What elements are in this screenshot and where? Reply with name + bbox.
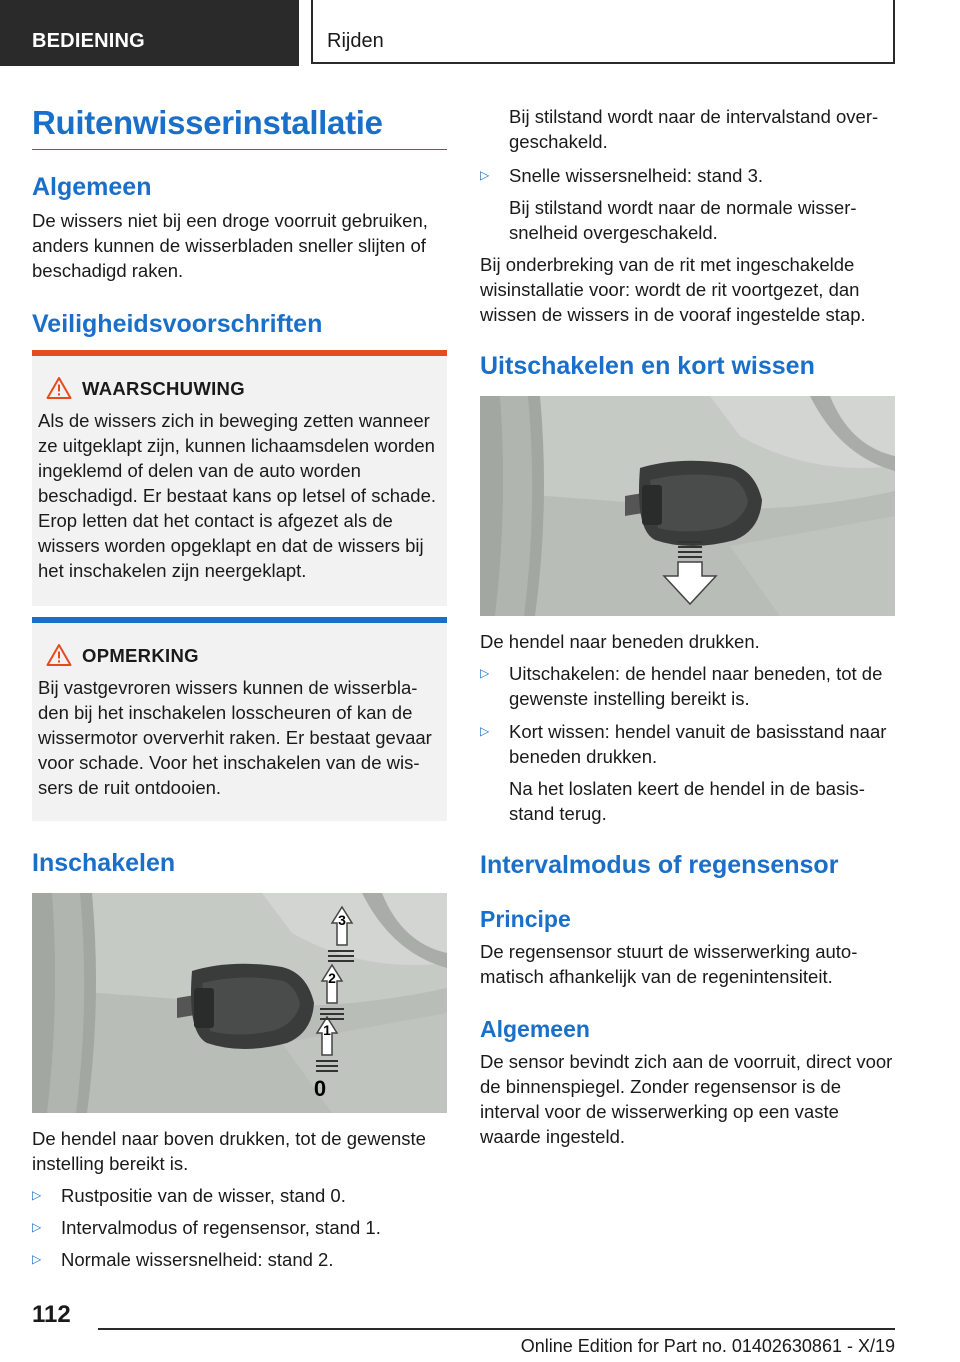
triangle-bullet-icon: ▷	[32, 1220, 42, 1234]
heading-uitschakelen: Uitschakelen en kort wissen	[480, 352, 815, 380]
triangle-bullet-icon: ▷	[32, 1252, 42, 1266]
triangle-bullet-icon: ▷	[32, 1188, 42, 1202]
footer-edition: Online Edition for Part no. 01402630861 - X/19	[520, 1336, 895, 1356]
kort-sub-text: Na het loslaten keert de hendel in de basisstand terug.	[509, 778, 865, 824]
algemeen-2-text: De sensor bevindt zich aan de voorruit, direct voor de binnenspiegel. Zonder regensensor is de interval voor de wisserwerking op een vaste waarde ingesteld.	[480, 1051, 893, 1147]
warning-triangle-icon	[46, 643, 72, 667]
section-tab: BEDIENING	[0, 0, 299, 66]
heading-principe: Principe	[480, 906, 571, 932]
stand-label-1: 1	[323, 1022, 331, 1038]
heading-veiligheid: Veiligheidsvoorschriften	[32, 310, 323, 338]
triangle-bullet-icon: ▷	[480, 724, 490, 738]
page-header	[0, 0, 960, 66]
heading-algemeen: Algemeen	[32, 173, 152, 201]
algemeen-text: De wissers niet bij een droge voorruit gebruiken, anders kunnen de wisserbladen sneller slijten of beschadigd raken.	[32, 210, 428, 281]
stand2-sub-text: Bij stilstand wordt naar de intervalstand overgeschakeld.	[509, 106, 879, 152]
stand-label-2: 2	[328, 970, 336, 986]
chapter-tab: Rijden	[311, 0, 895, 64]
wiper-lever-up-illustration	[32, 893, 447, 1113]
triangle-bullet-icon: ▷	[480, 168, 490, 182]
warning-title: WAARSCHUWING	[82, 378, 245, 399]
onderbreking-text: Bij onderbreking van de rit met ingeschakelde wisinstallatie voor: wordt de rit voortgezet, dan wissen de wissers in de vooraf ingestelde stap.	[480, 254, 866, 325]
inschakelen-text: De hendel naar boven drukken, tot de gewenste instelling bereikt is.	[32, 1128, 426, 1174]
page-number: 112	[32, 1301, 71, 1328]
principe-text: De regensensor stuurt de wisserwerking automatisch afhankelijk van de regenintensiteit.	[480, 941, 858, 987]
stand-label-3: 3	[338, 912, 346, 928]
note-text: Bij vastgevroren wissers kunnen de wisserbladen bij het inschakelen losscheuren of kan de wissermotor oververhit raken. Er bestaat gevaar voor schade. Voor het inschakelen van de wissers de ruit ontdooien.	[38, 677, 432, 798]
warning-triangle-icon	[46, 376, 72, 400]
warning-text: Als de wissers zich in beweging zetten wanneer ze uitgeklapt zijn, kunnen lichaamsdelen worden ingeklemd of delen van de auto worden beschadigd. Er bestaat kans op letsel of schade. Erop letten dat het contact is afgezet als de wissers worden opgeklapt en dat de wissers bij het inschakelen zijn neergeklapt.	[38, 410, 437, 581]
stand3-sub-text: Bij stilstand wordt naar de normale wissersnelheid overgeschakeld.	[509, 197, 857, 243]
note-title: OPMERKING	[82, 645, 199, 666]
wiper-lever-down-illustration	[480, 396, 895, 616]
heading-algemeen-2: Algemeen	[480, 1016, 590, 1042]
uitschakelen-text: De hendel naar beneden drukken.	[480, 631, 760, 652]
note-box	[32, 617, 447, 821]
page-title: Ruitenwisserinstallatie	[32, 103, 447, 150]
heading-inschakelen: Inschakelen	[32, 849, 176, 877]
warning-box	[32, 350, 447, 606]
stand-label-0: 0	[313, 1076, 327, 1101]
triangle-bullet-icon: ▷	[480, 666, 490, 680]
heading-interval: Intervalmodus of regensensor	[480, 851, 839, 879]
footer-divider	[98, 1328, 895, 1330]
